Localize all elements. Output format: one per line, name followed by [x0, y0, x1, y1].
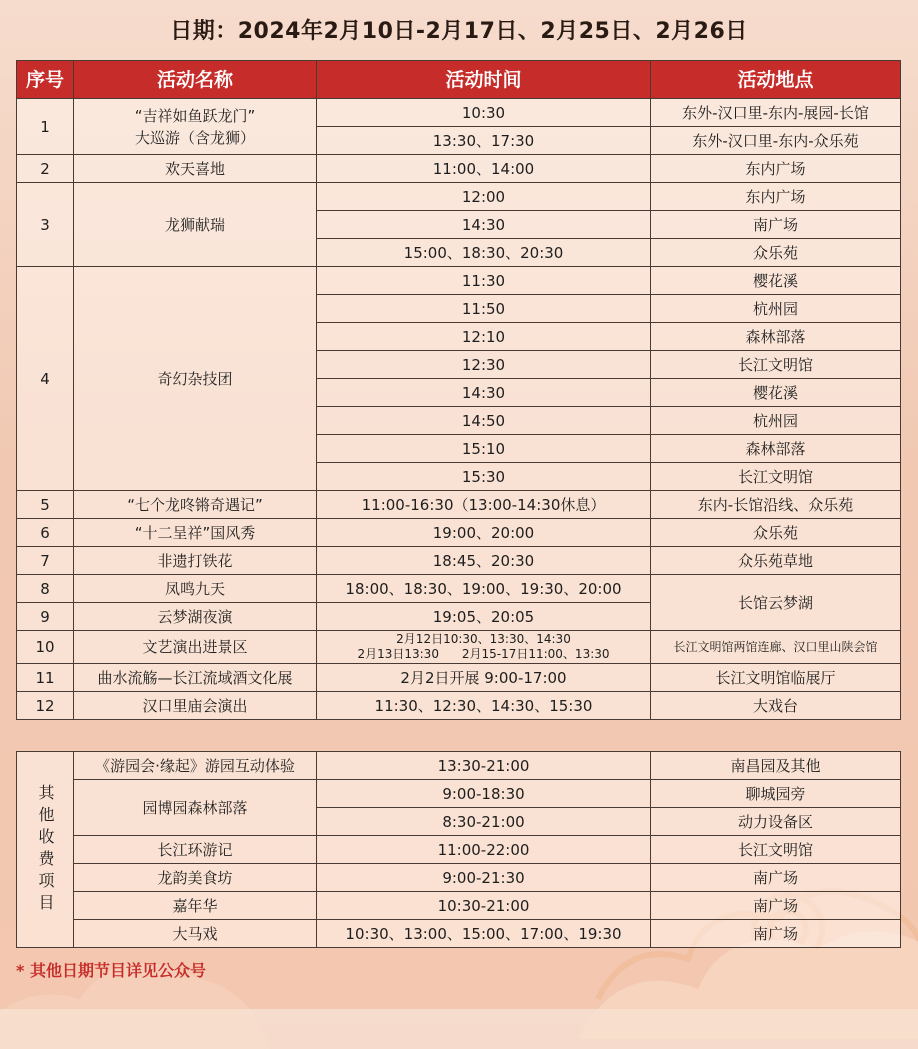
activity-name: 奇幻杂技团: [74, 267, 317, 491]
item-name: 园博园森林部落: [74, 780, 317, 836]
activity-place: 东外-汉口里-东内-展园-长馆: [651, 99, 901, 127]
table-row: [17, 664, 901, 692]
item-time: 13:30-21:00: [317, 752, 651, 780]
activity-place: 森林部落: [651, 435, 901, 463]
item-place: 南昌园及其他: [651, 752, 901, 780]
other-items-label: 其他收费项目: [17, 752, 74, 948]
row-number: 9: [17, 603, 74, 631]
table-row: [17, 692, 901, 720]
activity-place: 森林部落: [651, 323, 901, 351]
activity-place: 南广场: [651, 211, 901, 239]
table-row: [17, 267, 901, 295]
activity-time: 11:30、12:30、14:30、15:30: [317, 692, 651, 720]
activity-time: 11:50: [317, 295, 651, 323]
activity-time: [317, 631, 651, 664]
item-place: 长江文明馆: [651, 836, 901, 864]
activity-time: 15:10: [317, 435, 651, 463]
activity-place: 东内广场: [651, 155, 901, 183]
row-number: 1: [17, 99, 74, 155]
table-row: [17, 519, 901, 547]
item-name: 长江环游记: [74, 836, 317, 864]
activity-place: 长江文明馆临展厅: [651, 664, 901, 692]
activity-place: 长馆云梦湖: [651, 575, 901, 631]
activity-name: 龙狮献瑞: [74, 183, 317, 267]
activity-place: 东外-汉口里-东内-众乐苑: [651, 127, 901, 155]
activity-time: 12:10: [317, 323, 651, 351]
item-time: 10:30-21:00: [317, 892, 651, 920]
table-row: [17, 920, 901, 948]
activity-place: 长江文明馆两馆连廊、汉口里山陕会馆: [651, 631, 901, 664]
table-row: [17, 155, 901, 183]
activity-time: 15:00、18:30、20:30: [317, 239, 651, 267]
activity-time: 11:00-16:30（13:00-14:30休息）: [317, 491, 651, 519]
activity-time-line: 2月13日13:30 2月15-17日11:00、13:30: [357, 647, 610, 661]
activity-place: 杭州园: [651, 295, 901, 323]
row-number: 6: [17, 519, 74, 547]
schedule-table: [16, 60, 901, 720]
activity-time: 14:30: [317, 211, 651, 239]
item-time: 11:00-22:00: [317, 836, 651, 864]
activity-place: 众乐苑草地: [651, 547, 901, 575]
item-name: 大马戏: [74, 920, 317, 948]
table-row: [17, 836, 901, 864]
activity-time: 18:00、18:30、19:00、19:30、20:00: [317, 575, 651, 603]
table-row: [17, 99, 901, 127]
activity-place: 东内-长馆沿线、众乐苑: [651, 491, 901, 519]
table-row: [17, 547, 901, 575]
item-time: 8:30-21:00: [317, 808, 651, 836]
activity-name: 非遗打铁花: [74, 547, 317, 575]
header-activity-time: 活动时间: [317, 61, 651, 99]
activity-place: 大戏台: [651, 692, 901, 720]
row-number: 10: [17, 631, 74, 664]
activity-time: 14:30: [317, 379, 651, 407]
activity-time: 13:30、17:30: [317, 127, 651, 155]
activity-place: 东内广场: [651, 183, 901, 211]
row-number: 12: [17, 692, 74, 720]
activity-name: “十二呈祥”国风秀: [74, 519, 317, 547]
activity-place: 众乐苑: [651, 239, 901, 267]
activity-place: 杭州园: [651, 407, 901, 435]
table-row: [17, 631, 901, 664]
row-number: 8: [17, 575, 74, 603]
item-name: 嘉年华: [74, 892, 317, 920]
table-header-row: [17, 61, 901, 99]
item-name: 龙韵美食坊: [74, 864, 317, 892]
activity-name-line: 大巡游（含龙狮）: [134, 128, 255, 147]
header-activity-place: 活动地点: [651, 61, 901, 99]
activity-place: 长江文明馆: [651, 351, 901, 379]
activity-place: 长江文明馆: [651, 463, 901, 491]
activity-time: 18:45、20:30: [317, 547, 651, 575]
table-row: [17, 892, 901, 920]
activity-name: “七个龙咚锵奇遇记”: [74, 491, 317, 519]
activity-name: 云梦湖夜演: [74, 603, 317, 631]
activity-name: 汉口里庙会演出: [74, 692, 317, 720]
table-row: [17, 183, 901, 211]
activity-time: 11:30: [317, 267, 651, 295]
activity-time: 15:30: [317, 463, 651, 491]
table-row: [17, 752, 901, 780]
activity-place: 樱花溪: [651, 379, 901, 407]
activity-name: [74, 99, 317, 155]
item-place: 南广场: [651, 864, 901, 892]
table-row: [17, 864, 901, 892]
activity-time: 11:00、14:00: [317, 155, 651, 183]
activity-time: 12:00: [317, 183, 651, 211]
activity-place: 樱花溪: [651, 267, 901, 295]
row-number: 11: [17, 664, 74, 692]
activity-time: 14:50: [317, 407, 651, 435]
footnote: * 其他日期节目详见公众号: [16, 961, 206, 980]
activity-time-line: 2月12日10:30、13:30、14:30: [396, 632, 571, 646]
item-time: 9:00-21:30: [317, 864, 651, 892]
item-time: 9:00-18:30: [317, 780, 651, 808]
activity-time: 12:30: [317, 351, 651, 379]
activity-name-line: “吉祥如鱼跃龙门”: [134, 106, 256, 125]
table-row: [17, 491, 901, 519]
row-number: 2: [17, 155, 74, 183]
item-place: 南广场: [651, 920, 901, 948]
header-number: 序号: [17, 61, 74, 99]
row-number: 4: [17, 267, 74, 491]
activity-name: 文艺演出进景区: [74, 631, 317, 664]
table-row: [17, 780, 901, 808]
row-number: 5: [17, 491, 74, 519]
item-name: 《游园会·缘起》游园互动体验: [74, 752, 317, 780]
item-place: 南广场: [651, 892, 901, 920]
page-title: 日期：2024年2月10日-2月17日、2月25日、2月26日: [170, 19, 748, 44]
other-paid-items-table: [16, 751, 901, 948]
activity-name: 欢天喜地: [74, 155, 317, 183]
activity-time: 10:30: [317, 99, 651, 127]
item-place: 动力设备区: [651, 808, 901, 836]
item-place: 聊城园旁: [651, 780, 901, 808]
item-time: 10:30、13:00、15:00、17:00、19:30: [317, 920, 651, 948]
activity-name: 曲水流觞—长江流域酒文化展: [74, 664, 317, 692]
table-row: [17, 575, 901, 603]
header-activity-name: 活动名称: [74, 61, 317, 99]
activity-time: 19:05、20:05: [317, 603, 651, 631]
row-number: 3: [17, 183, 74, 267]
activity-time: 2月2日开展 9:00-17:00: [317, 664, 651, 692]
activity-place: 众乐苑: [651, 519, 901, 547]
row-number: 7: [17, 547, 74, 575]
activity-time: 19:00、20:00: [317, 519, 651, 547]
activity-name: 凤鸣九天: [74, 575, 317, 603]
